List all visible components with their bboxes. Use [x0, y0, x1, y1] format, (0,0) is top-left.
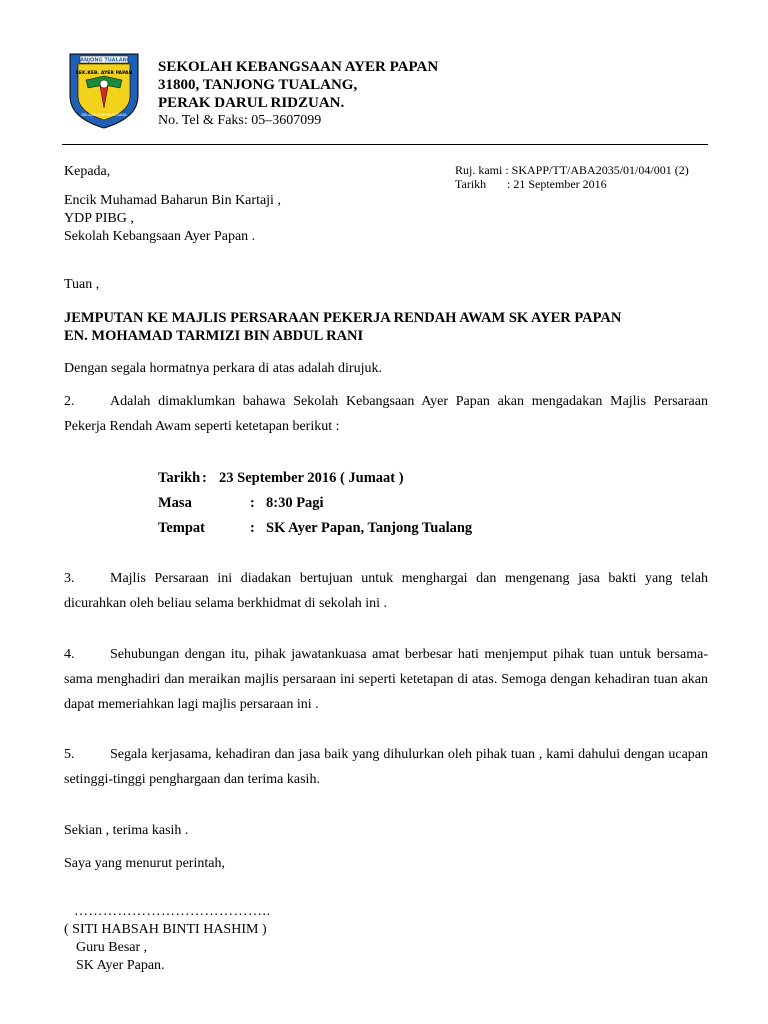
- ruj-label: Ruj. kami :: [455, 163, 509, 177]
- closing-saya: Saya yang menurut perintah,: [64, 856, 225, 871]
- ruj-value: SKAPP/TT/ABA2035/01/04/001 (2): [511, 163, 689, 177]
- paragraph-3: [64, 566, 708, 616]
- signature-dots: …………………………………..: [74, 904, 271, 919]
- paragraph-5-number: 5.: [64, 747, 75, 762]
- paragraph-5-text: Segala kerjasama, kehadiran dan jasa baik yang dihulurkan oleh pihak tuan , kami dahului dengan ucapan setinggi-tinggi penghargaan dan terima kasih.: [64, 747, 708, 787]
- tarikh-label: Tarikh: [455, 177, 487, 191]
- salutation: Tuan ,: [64, 277, 100, 292]
- school-name: SEKOLAH KEBANGSAAN AYER PAPAN: [158, 59, 439, 75]
- recipient-title: YDP PIBG ,: [64, 211, 134, 226]
- reference-tarikh: [455, 177, 607, 191]
- address-line-2: PERAK DARUL RIDZUAN.: [158, 95, 345, 111]
- phone-number: No. Tel & Faks: 05–3607099: [158, 113, 322, 128]
- signatory-name: ( SITI HABSAH BINTI HASHIM ): [64, 922, 267, 937]
- paragraph-2-number: 2.: [64, 394, 75, 409]
- subject-line-1: JEMPUTAN KE MAJLIS PERSARAAN PEKERJA RENDAH AWAM SK AYER PAPAN: [64, 310, 622, 326]
- detail-tempat-sep: :: [250, 520, 255, 536]
- paragraph-3-text: Majlis Persaraan ini diadakan bertujuan untuk menghargai dan mengenang jasa bakti yang telah dicurahkan oleh beliau selama berkhidmat di sekolah ini .: [64, 571, 708, 611]
- paragraph-4-text: Sehubungan dengan itu, pihak jawatankuasa amat berbesar hati menjemput pihak tuan untuk bersama-sama menghadiri dan meraikan majlis persaraan ini seperti ketetapan di atas. Semoga dengan kehadiran tuan akan dapat memeriahkan lagi majlis persaraan ini .: [64, 647, 708, 712]
- paragraph-4: [64, 642, 708, 717]
- paragraph-2-text: Adalah dimaklumkan bahawa Sekolah Kebangsaan Ayer Papan akan mengadakan Majlis Persaraan Pekerja Rendah Awam seperti ketetapan berikut :: [64, 394, 708, 434]
- logo-top-text: TANJONG TUALANG: [77, 57, 131, 64]
- detail-tarikh-value: 23 September 2016 ( Jumaat ): [219, 470, 404, 486]
- paragraph-5: [64, 742, 708, 792]
- school-logo: [64, 50, 144, 130]
- signatory-role: Guru Besar ,: [76, 940, 148, 955]
- recipient-name: Encik Muhamad Baharun Bin Kartaji ,: [64, 193, 281, 208]
- detail-tarikh-sep: :: [202, 470, 207, 486]
- intro-text: Dengan segala hormatnya perkara di atas adalah dirujuk.: [64, 361, 382, 376]
- kepada-label: Kepada,: [64, 164, 111, 179]
- detail-masa-label: Masa: [158, 495, 192, 511]
- detail-tempat-value: SK Ayer Papan, Tanjong Tualang: [266, 520, 473, 536]
- detail-masa-sep: :: [250, 495, 255, 511]
- header-divider: [62, 144, 708, 145]
- paragraph-2: [64, 389, 708, 439]
- logo-bottom-text: BELAJAR DAN BERUSAHA: [81, 113, 127, 117]
- reference-ruj: [455, 163, 689, 177]
- signatory-school: SK Ayer Papan.: [76, 958, 165, 973]
- tarikh-value: : 21 September 2016: [507, 177, 607, 191]
- closing-sekian: Sekian , terima kasih .: [64, 823, 189, 838]
- address-line-1: 31800, TANJONG TUALANG,: [158, 77, 358, 93]
- logo-inner-text: SEK.KEB. AYER PAPAN: [75, 71, 133, 76]
- detail-tempat-label: Tempat: [158, 520, 205, 536]
- detail-tarikh-label: Tarikh: [158, 470, 201, 486]
- subject-line-2: EN. MOHAMAD TARMIZI BIN ABDUL RANI: [64, 328, 364, 344]
- recipient-org: Sekolah Kebangsaan Ayer Papan .: [64, 229, 256, 244]
- paragraph-4-number: 4.: [64, 647, 75, 662]
- detail-masa-value: 8:30 Pagi: [266, 495, 324, 511]
- paragraph-3-number: 3.: [64, 571, 75, 586]
